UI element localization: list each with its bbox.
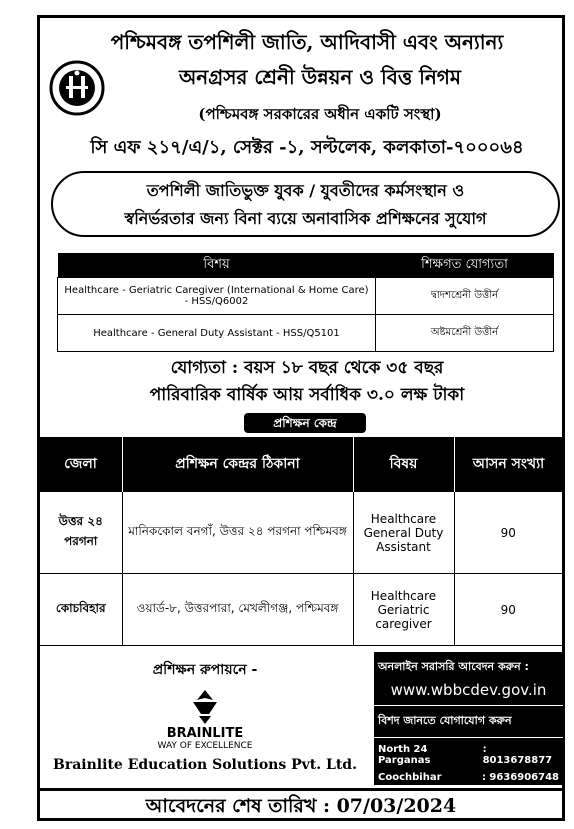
center-header-seats: আসন সংখ্যা xyxy=(454,437,563,492)
brainlite-logo-icon xyxy=(185,686,225,726)
corporation-logo-icon xyxy=(49,60,105,116)
org-name-line2: অনগ্রসর শ্রেনী উন্নয়ন ও বিত্ত নিগম xyxy=(178,65,462,89)
table-row xyxy=(58,315,554,352)
center-address: ওয়ার্ড-৮, উত্তরপারা, মেখলীগঞ্জ, পশ্চিমবঙ্গ xyxy=(122,574,353,646)
contact-phone[interactable]: : 8013678877 xyxy=(482,744,553,766)
contact-phone[interactable]: : 9636906748 xyxy=(481,772,559,783)
contact-label: বিশদ জানতে যোগাযোগ করুন xyxy=(378,714,512,727)
brand-tagline: WAY OF EXCELLENCE xyxy=(157,741,253,751)
center-table xyxy=(39,437,563,646)
company-name: Brainlite Education Solutions Pvt. Ltd. xyxy=(53,757,357,773)
table-row xyxy=(58,278,554,315)
eligibility-income: পারিবারিক বার্ষিক আয় সর্বাধিক ৩.০ লক্ষ টাকা xyxy=(149,385,465,405)
eligibility-age: যোগ্যতা : বয়স ১৮ বছর থেকে ৩৫ বছর xyxy=(170,358,444,378)
course-subject: Healthcare - Geriatric Caregiver (International & Home Care) - HSS/Q6002 xyxy=(58,278,376,315)
center-district: উত্তর ২৪ পরগনা xyxy=(40,492,123,574)
org-name-line1: পশ্চিমবঙ্গ তপশিলী জাতি, আদিবাসী এবং অন্যান্য xyxy=(110,30,504,54)
brand-name: BRAINLITE xyxy=(166,726,244,741)
divider xyxy=(374,705,563,706)
implementer-label: প্রশিক্ষন রুপায়নে - xyxy=(152,662,258,678)
contact-region: North 24 Parganas xyxy=(378,744,431,766)
center-header-address: প্রশিক্ষন কেন্দ্রর ঠিকানা xyxy=(122,437,353,492)
apply-online-label: অনলাইন সরাসরি আবেদন করুন : xyxy=(378,660,529,673)
contact-row xyxy=(378,744,559,766)
training-center-badge: প্রশিক্ষন কেন্দ্র xyxy=(244,413,366,433)
course-table xyxy=(57,253,554,352)
center-subject: Healthcare Geriatric caregiver xyxy=(353,574,454,646)
course-qualification: দ্বাদশশ্রেনী উত্তীর্ন xyxy=(376,278,554,315)
course-header-subject: বিশয় xyxy=(58,253,376,278)
course-subject: Healthcare - General Duty Assistant - HSS/Q5101 xyxy=(58,315,376,352)
banner-line2: স্বনির্ভরতার জন্য বিনা ব্যয়ে অনাবাসিক প্রশিক্ষনের সুযোগ xyxy=(124,209,487,228)
contact-region: Coochbihar xyxy=(378,772,442,783)
center-seats: 90 xyxy=(454,492,563,574)
table-row xyxy=(40,492,563,574)
banner-line1: তপশিলী জাতিভুক্ত যুবক / যুবতীদের কর্মসংস্থান ও xyxy=(146,181,465,200)
opportunity-banner xyxy=(51,171,560,237)
course-qualification: অষ্টমশ্রেনী উত্তীর্ন xyxy=(376,315,554,352)
center-seats: 90 xyxy=(454,574,563,646)
center-header-district: জেলা xyxy=(40,437,123,492)
website-link[interactable]: www.wbbcdev.gov.in xyxy=(390,681,547,699)
apply-section xyxy=(374,652,563,785)
org-address: সি এফ ২১৭/এ/১, সেক্টর -১, সল্টলেক, কলকাতা-৭০০০৬৪ xyxy=(90,137,524,158)
center-address: মানিককোল বনগাঁ, উত্তর ২৪ পরগনা পশ্চিমবঙ্গ xyxy=(122,492,353,574)
course-header-qualification: শিক্ষগত যোগ্যতা xyxy=(376,253,554,278)
center-subject: Healthcare General Duty Assistant xyxy=(353,492,454,574)
implementer-section xyxy=(40,652,370,785)
application-deadline: আবেদনের শেষ তারিখ : 07/03/2024 xyxy=(39,788,563,822)
org-subtitle: (পশ্চিমবঙ্গ সরকারের অধীন একটি সংস্থা) xyxy=(198,105,442,123)
divider xyxy=(374,737,563,738)
center-district: কোচবিহার xyxy=(40,574,123,646)
center-header-subject: বিষয় xyxy=(353,437,454,492)
contact-row xyxy=(378,772,559,783)
table-row xyxy=(40,574,563,646)
